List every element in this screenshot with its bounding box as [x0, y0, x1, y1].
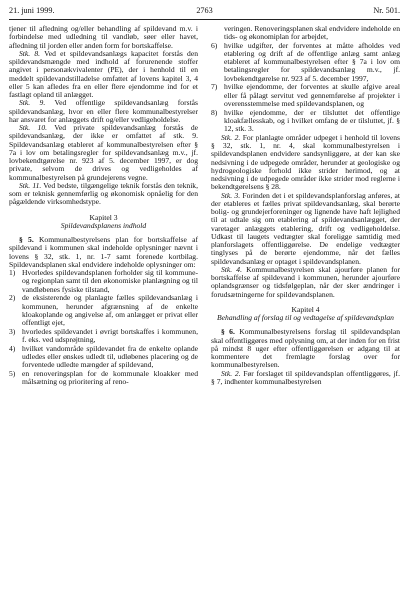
stk-11-label: Stk. 11. — [19, 180, 42, 190]
paragraph-stk-3 — [211, 192, 400, 266]
header-page-number: 2763 — [196, 6, 213, 15]
stk-4-label: Stk. 4. — [221, 264, 242, 274]
section-6-stk-2-label: Stk. 2. — [221, 368, 241, 378]
section-5-text: Kommunalbestyrelsens plan for bortskaffelse af spildevand i kommunen skal indeholde oplysninger nævnt i lovens § 32, stk. 1, nr. 1-7 samt forenede kortbilag. Spildevandsplanen skal endvidere indeholde oplysninger om: — [9, 235, 199, 269]
paragraph-stk-11 — [9, 182, 198, 207]
stk-10-text: Ved private spildevandsanlæg forstås de spildevandsanlæg, der ikke er omfattet af stk. 9. Spildevandsanlæg etableret af kommunalbestyrelsen efter § 7a i lov om betalingsregler for spildevandsanlæg m.v., jf. lovbekendtgørelse nr. 923 af 5. december 1997, er dog private, selvom de drives og vedligeholdes af kommunalbestyrelsen på grundejerens vegne. — [9, 123, 198, 182]
paragraph-stk-8 — [9, 50, 198, 100]
section-5-list-continued — [211, 42, 400, 134]
stk-2-label: Stk. 2. — [221, 132, 241, 142]
list-item-number: 4) — [9, 343, 16, 353]
list-item-number: 8) — [211, 107, 218, 117]
list-item — [9, 294, 198, 327]
body-columns — [9, 25, 400, 387]
paragraph-stk-2 — [211, 134, 400, 192]
list-item-text: Hvorledes spildevandsplanen forholder sig til kommune- og regionplan samt til den økonomiske planlægning og til vandløbenes fysiske tilstand, — [22, 268, 198, 294]
list-item — [9, 328, 198, 345]
stk-8-text: Ved et spildevandsanlægs kapacitet forstås den spildevandsmængde med indhold af forurenende stoffer angivet i personækvivalenter (PE), der i henhold til en meddelt spildevandstilladelse omfattet af lovens kapitel 3, 4 eller 5 kan afledes fra en eller flere ejendomme ind for et fastlagt opland til anlægget. — [9, 48, 198, 99]
header-date: 21. juni 1999. — [9, 6, 55, 15]
paragraph-stk-10 — [9, 124, 198, 182]
chapter-3-heading: Kapitel 3 — [89, 212, 118, 222]
stk-4-text: Kommunalbestyrelsen skal ajourføre planen for bortskaffelse af spildevand i kommunen, herunder ajourføre oplandsgrænser og tidsfølgeplan, når der sker ændringer i forudsætningerne for spildevandsplanen. — [211, 264, 400, 299]
header-rule — [9, 19, 400, 20]
paragraph-stk-9 — [9, 99, 198, 124]
list-item-number: 6) — [211, 40, 218, 50]
section-6-stk-2-text: Før forslaget til spildevandsplan offentliggøres, jf. § 7, indhenter kommunalbestyrelsen — [211, 368, 400, 386]
list-item-text: hvilke ejendomme, der forventes at skulle afgive areal eller få pålagt servitut ved gennemførelse af projekter i overensstemmelse med spildevandsplanen, og — [224, 82, 400, 108]
right-column — [211, 25, 400, 387]
list-item-number: 1) — [9, 268, 16, 277]
list-item — [9, 345, 198, 370]
section-5-list — [9, 269, 198, 387]
list-item — [211, 42, 400, 83]
list-item-text: de eksisterende og planlagte fælles spildevandsanlæg i kommunen, herunder afgrænsning af de enkelte kloakoplande og angivelse af, om anlægget er privat eller offentligt ejet, — [22, 293, 198, 327]
left-column — [9, 25, 198, 387]
section-6-label: § 6. — [221, 327, 235, 337]
stk-9-label: Stk. 9. — [19, 98, 46, 108]
header-issue-number: Nr. 501. — [373, 6, 400, 15]
paragraph-continuation: tjener til afledning og/eller behandling af spildevand m.v. i forbindelse med udledning til vandløb, søer eller havet, afledning til jorden eller anden form for bortskaffelse. — [9, 24, 198, 50]
section-6-text: Kommunalbestyrelsens forslag til spildevandsplan skal offentliggøres med oplysning om, at der inden for en frist på mindst 8 uger efter offentliggørelsen er adgang til at kommentere det fremlagte forslag over for kommunalbestyrelsen. — [211, 327, 400, 370]
chapter-4-heading: Kapitel 4 — [291, 304, 320, 314]
stk-9-text: Ved offentlige spildevandsanlæg forstås spildevandsanlæg, hvor en eller flere kommunalbestyrelser har ansvaret for anlæggets drift og/eller vedligeholdelse. — [9, 98, 198, 124]
list-item — [211, 83, 400, 108]
list-item-number: 3) — [9, 326, 16, 336]
paragraph-section-6-stk-2 — [211, 370, 400, 387]
page-header — [9, 5, 400, 17]
stk-11-text: Ved bedste, tilgængelige teknik forstås den teknik, som er teknisk gennemførlig og økonomisk opnåelig for den pågældende virksomhedstype. — [9, 180, 198, 207]
list-item-number: 5) — [9, 369, 16, 378]
chapter-4-title: Behandling af forslag til og vedtagelse af spildevandsplan — [217, 313, 394, 322]
stk-3-label: Stk. 3. — [221, 190, 241, 200]
stk-2-text: For planlagte områder udpeget i henhold til lovens § 32, stk. 1, nr. 4, skal kommunalbestyrelsen i spildevandsplanen endvidere sandsynliggøre, at der kan ske nedsivning i de udpegede områder, herunder at geologiske og hydrogeologiske forhold ikke strider herimod, og at nedsivning i de udpegede områder ikke strider mod reglerne i bekendtgørelsens § 28. — [211, 132, 400, 192]
chapter-3-title: Spildevandsplanens indhold — [60, 220, 147, 230]
paragraph-section-5 — [9, 236, 198, 269]
list-item-text: hvilket vandområde spildevandet fra de enkelte oplande udledes eller ønskes udledt til, udløbenes placering og de forventede udledte mængder af spildevand, — [22, 343, 198, 370]
list-item-text: en renoveringsplan for de kommunale kloakker med målsætning og prioritering af reno- — [22, 369, 198, 387]
stk-3-text: Forinden det i et spildevandsplanforslag anføres, at der etableres et fælles privat spildevandsanlæg, skal berørte bolig- og grundejerforeninger og lignende have haft lejlighed til at udtale sig om etablering af spildevandsanlægget, der varetager anlæggets etablering, drift og vedligeholdelse. Udkast til laugets vedtægter skal foreligge samtidig med planforslagets offentliggørelse. De endelige vedtægter tinglyses på de berørte ejendomme, når det fælles spildevandsanlæg er optaget i spildevandsplanen. — [211, 190, 400, 266]
list-item-number: 2) — [9, 293, 16, 303]
paragraph-section-6 — [211, 328, 400, 369]
list-item — [9, 370, 198, 387]
list-item-number: 7) — [211, 82, 218, 92]
paragraph-stk-4 — [211, 266, 400, 299]
list-item-text: hvilke ejendomme, der er tilsluttet det offentlige kloakfællesskab, og i hvilket omfang de er tilsluttet, jf. § 12, stk. 3. — [224, 107, 400, 133]
section-5-label: § 5. — [19, 235, 34, 244]
list-item-continuation: veringen. Renoveringsplanen skal endvidere indeholde en tids- og økonomiplan for arbejdet, — [224, 24, 400, 42]
list-item — [9, 269, 198, 294]
list-item — [211, 109, 400, 134]
stk-8-label: Stk. 8. — [19, 48, 41, 58]
list-item-text: hvilke udgifter, der forventes at måtte afholdes ved etablering og drift af de offentlige anlæg samt anlæg etableret af kommunalbestyrelsen efter § 7a i lov om betalingsregler for spildevandsanlæg m.v., jf. lovbekendtgørelse nr. 923 af 5. december 1997, — [224, 40, 400, 83]
list-item-text: hvorledes spildevandet i øvrigt bortskaffes i kommunen, f. eks. ved udsprøjtning, — [22, 326, 198, 344]
stk-10-label: Stk. 10. — [19, 123, 48, 132]
